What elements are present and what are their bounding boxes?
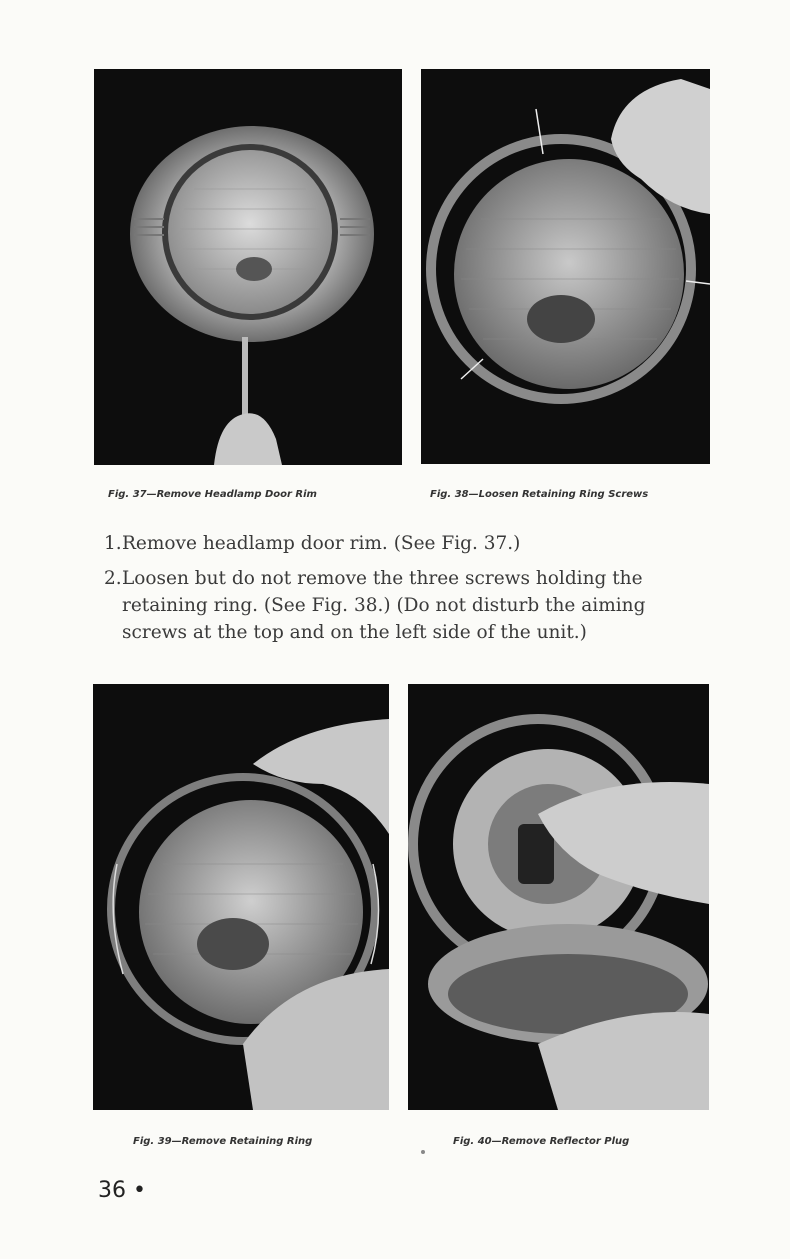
retaining-ring-removal-illustration — [93, 684, 389, 1110]
figure-38-caption: Fig. 38—Loosen Retaining Ring Screws — [430, 489, 649, 500]
step-text: Loosen but do not remove the three screws holding the retaining ring. (See Fig. 38.) (Do not disturb the aiming screws at the top and on the left side of the unit.) — [122, 568, 646, 643]
headlamp-door-rim-illustration — [94, 69, 402, 465]
step-number: 1. — [104, 533, 122, 554]
figure-38-photo — [421, 69, 710, 464]
figure-37-photo — [94, 69, 402, 465]
figure-40-caption: Fig. 40—Remove Reflector Plug — [453, 1136, 630, 1147]
figure-40-photo — [408, 684, 709, 1110]
step-item — [104, 565, 712, 646]
instruction-steps — [104, 530, 712, 654]
step-item — [104, 530, 712, 557]
figure-39-photo — [93, 684, 389, 1110]
reflector-plug-illustration — [408, 684, 709, 1110]
figure-37-caption: Fig. 37—Remove Headlamp Door Rim — [108, 489, 317, 500]
retaining-ring-screws-illustration — [421, 69, 710, 464]
decorative-dot — [421, 1150, 425, 1154]
step-number: 2. — [104, 568, 122, 589]
step-text: Remove headlamp door rim. (See Fig. 37.) — [122, 533, 521, 554]
page-number: 36 • — [98, 1178, 146, 1203]
figure-39-caption: Fig. 39—Remove Retaining Ring — [133, 1136, 313, 1147]
